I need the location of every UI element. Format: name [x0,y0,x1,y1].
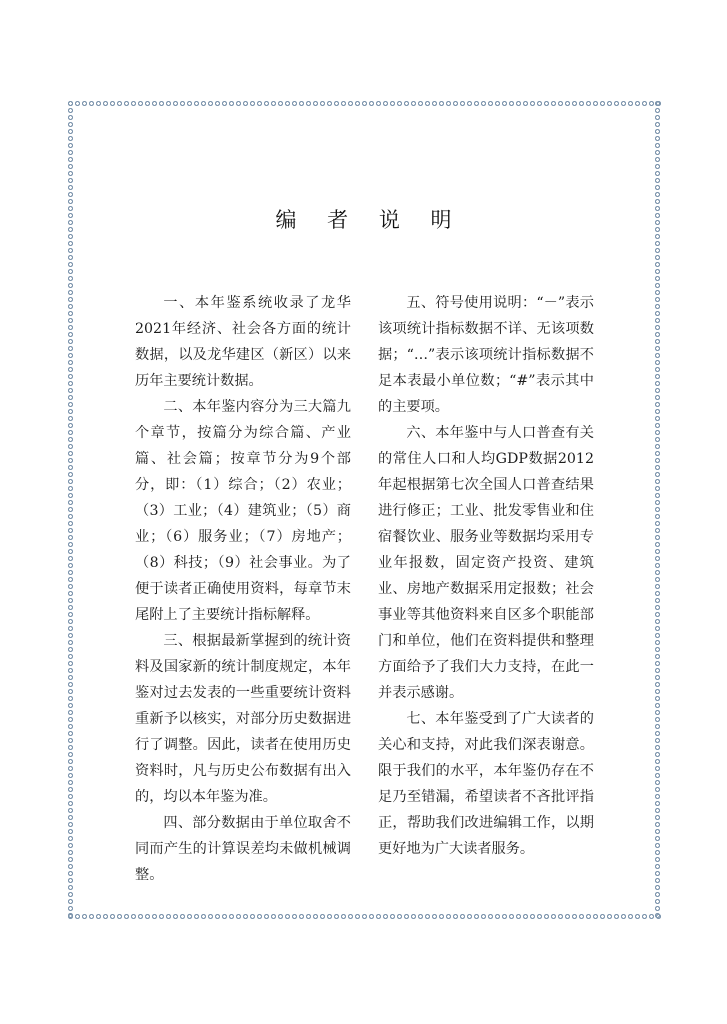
paragraph-3: 三、根据最新掌握到的统计资料及国家新的统计制度规定，本年鉴对过去发表的一些重要统计资料重新予以核实，对部分历史数据进行了调整。因此，读者在使用历史资料时，凡与历史公布数据有出入的，均以本年鉴为准。 [135,633,351,805]
border-top [67,100,661,107]
paragraph-7: 七、本年鉴受到了广大读者的关心和支持，对此我们深表谢意。限于我们的水平，本年鉴仍存在不足乃至错漏，希望读者不吝批评指正，帮助我们改进编辑工作，以期更好地为广大读者服务。 [378,711,594,857]
paragraph-6: 六、本年鉴中与人口普查有关的常住人口和人均GDP数据2012年起根据第七次全国人口普查结果进行修正；工业、批发零售业和住宿餐饮业、服务业等数据均采用专业年报数，固定资产投资、建筑业、房地产数据采用定报数；社会事业等其他资料来自区多个职能部门和单位，他们在资料提供和整理方面给予了我们大力支持，在此一并表示感谢。 [378,425,594,701]
page-title: 编 者 说 明 [275,208,464,232]
paragraph-2: 二、本年鉴内容分为三大篇九个章节，按篇分为综合篇、产业篇、社会篇；按章节分为9个部分，即：（1）综合；（2）农业；（3）工业；（4）建筑业；（5）商业；（6）服务业；（7）房地产；（8）科技；（9）社会事业。为了便于读者正确使用资料，每章节末尾附上了主要统计指标解释。 [135,399,351,623]
border-bottom [67,913,661,920]
right-column [378,290,594,862]
paragraph-4: 四、部分数据由于单位取舍不同而产生的计算误差均未做机械调整。 [135,815,351,883]
left-column [135,290,351,888]
paragraph-1: 一、本年鉴系统收录了龙华2021年经济、社会各方面的统计数据，以及龙华建区（新区）以来历年主要统计数据。 [135,295,351,389]
paragraph-5: 五、符号使用说明：“－”表示该项统计指标数据不详、无该项数据；“…”表示该项统计指标数据不足本表最小单位数；“#”表示其中的主要项。 [378,295,594,415]
